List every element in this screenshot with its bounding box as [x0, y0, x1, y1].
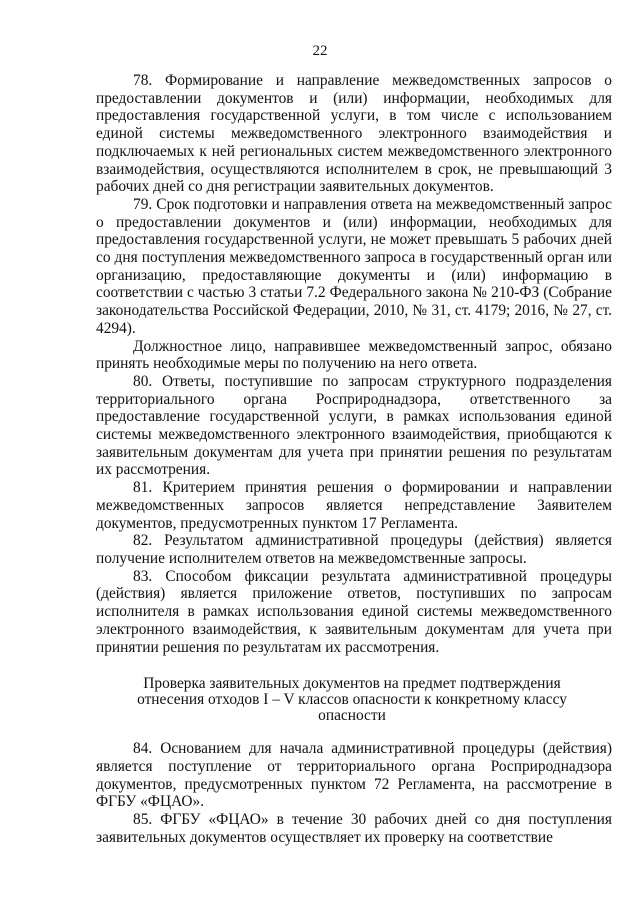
section-heading: Проверка заявительных документов на предмет подтверждения отнесения отходов I – V классов опасности к конкретному классу опасности [137, 675, 567, 725]
page-number: 22 [312, 43, 328, 59]
paragraph-83: 83. Способом фиксации результата административной процедуры (действия) является приложение ответов, поступивших по запросам исполнителя в рамках использования единой системы межведомственного электронного взаимодействия, к заявительным документам для учета при принятии решения по результатам их рассмотрения. [96, 567, 612, 656]
paragraph-82: 82. Результатом административной процедуры (действия) является получение исполнителем ответов на межведомственные запросы. [96, 532, 612, 567]
paragraph-81: 81. Критерием принятия решения о формировании и направлении межведомственных запросов является непредставление Заявителем документов, предусмотренных пунктом 17 Регламента. [96, 479, 612, 532]
paragraph-79: 79. Срок подготовки и направления ответа на межведомственный запрос о предоставлении документов и (или) информации, необходимых для предоставления государственной услуги, не может превышать 5 рабочих дней со дня поступления межведомственного запроса в государственный орган или организацию, предоставляющие документы и (или) информацию в соответствии с частью 3 статьи 7.2 Федерального закона № 210-ФЗ (Собрание законодательства Российской Федерации, 2010, № 31, ст. 4179; 2016, № 27, ст. 4294). [96, 195, 612, 337]
paragraph-85: 85. ФГБУ «ФЦАО» в течение 30 рабочих дней со дня поступления заявительных документов осуществляет их проверку на соответствие [96, 811, 612, 846]
paragraph-80: 80. Ответы, поступившие по запросам структурного подразделения территориального органа Росприроднадзора, ответственного за предоставление государственной услуги, в рамках использования единой системы межведомственного электронного взаимодействия, приобщаются к заявительным документам для учета при принятии решения по результатам их рассмотрения. [96, 372, 612, 479]
document-body [96, 72, 612, 846]
paragraph-84: 84. Основанием для начала административной процедуры (действия) является поступление от территориального органа Росприроднадзора документов, предусмотренных пунктом 72 Регламента, на рассмотрение в ФГБУ «ФЦАО». [96, 740, 612, 811]
paragraph-official-response: Должностное лицо, направившее межведомственный запрос, обязано принять необходимые меры по получению на него ответа. [96, 337, 612, 373]
paragraph-78: 78. Формирование и направление межведомственных запросов о предоставлении документов и (или) информации, необходимых для предоставления государственной услуги, в том числе с использованием единой системы межведомственного электронного взаимодействия и подключаемых к ней региональных систем межведомственного электронного взаимодействия, осуществляются исполнителем в срок, не превышающий 3 рабочих дней со дня регистрации заявительных документов. [96, 72, 612, 196]
